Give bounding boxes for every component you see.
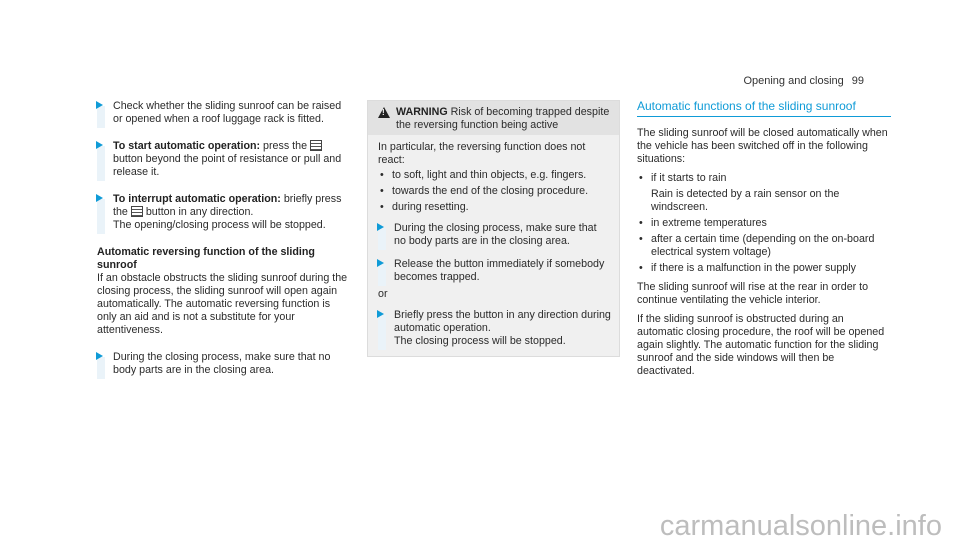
- list-item: • if there is a malfunction in the power supply: [651, 262, 891, 275]
- step-text: [113, 140, 352, 179]
- warning-title: [396, 106, 611, 132]
- list-item: • after a certain time (depending on the on-board electrical system voltage): [651, 233, 891, 259]
- list-item-detail: Rain is detected by a rain sensor on the windscreen.: [651, 188, 840, 213]
- arrow-icon: [96, 352, 103, 360]
- step-bar: [97, 357, 105, 379]
- paragraph: If the sliding sunroof is obstructed during an automatic closing procedure, the roof will be opened again slightly. The automatic function for the sliding sunroof and the side windows will then be deactivated.: [637, 313, 885, 377]
- step-text: Release the button immediately if somebody becomes trapped.: [394, 258, 605, 283]
- step-text-part: briefly press the: [113, 193, 342, 218]
- instruction-step: [378, 309, 611, 348]
- warning-intro: In particular, the reversing function does not react:: [378, 141, 586, 166]
- section-name: Opening and closing: [743, 75, 844, 87]
- step-text: Briefly press the button in any direction during automatic operation.: [394, 309, 611, 334]
- or-text: or: [378, 288, 388, 300]
- step-bar: [378, 228, 386, 250]
- step-bar: [378, 315, 386, 350]
- list-item: [651, 172, 891, 214]
- list-item: • to soft, light and thin objects, e.g. fingers.: [392, 169, 611, 182]
- step-text: Check whether the sliding sunroof can be raised or opened when a roof luggage rack is fitted.: [113, 100, 342, 125]
- step-result: The opening/closing process will be stopped.: [113, 219, 326, 231]
- page-number: 99: [851, 75, 864, 87]
- arrow-icon: [377, 259, 384, 267]
- bullet-list: [637, 172, 891, 275]
- instruction-step: [97, 351, 352, 377]
- instruction-step: [97, 140, 352, 179]
- paragraph: The sliding sunroof will be closed automatically when the vehicle has been switched off in the following situations:: [637, 127, 888, 165]
- arrow-icon: [377, 310, 384, 318]
- warning-label: WARNING: [396, 106, 448, 118]
- warning-title-text: Risk of becoming trapped despite the reversing function being active: [396, 106, 610, 131]
- paragraph: The sliding sunroof will rise at the rear in order to continue ventilating the vehicle interior.: [637, 281, 869, 306]
- subheading: Automatic reversing function of the sliding sunroof: [97, 246, 315, 271]
- warning-header: [368, 101, 619, 135]
- warning-bullet-list: [378, 169, 611, 214]
- arrow-icon: [96, 194, 103, 202]
- list-item: • in extreme temperatures: [651, 217, 891, 230]
- step-text-part: press the: [263, 140, 308, 152]
- step-bold: To start automatic operation:: [113, 140, 261, 152]
- step-bold: To interrupt automatic operation:: [113, 193, 281, 205]
- section-title: Automatic functions of the sliding sunroof: [637, 100, 891, 117]
- step-text: [113, 193, 352, 219]
- column-right: [637, 100, 891, 384]
- step-text-part: button beyond the point of resistance or pull and release it.: [113, 153, 342, 178]
- step-result: The closing process will be stopped.: [394, 335, 566, 347]
- list-item-text: • if it starts to rain: [651, 172, 727, 184]
- arrow-icon: [96, 101, 103, 109]
- step-text-part: button in any direction.: [145, 206, 254, 218]
- page-header: [743, 75, 864, 88]
- list-item: • during resetting.: [392, 201, 611, 214]
- arrow-icon: [377, 223, 384, 231]
- step-bar: [97, 106, 105, 128]
- column-middle: [367, 100, 620, 357]
- sunroof-button-icon: [310, 140, 322, 151]
- instruction-step: [378, 222, 611, 248]
- step-bar: [97, 146, 105, 181]
- warning-box: [367, 100, 620, 357]
- step-text: During the closing process, make sure that no body parts are in the closing area.: [113, 351, 331, 376]
- instruction-step: [378, 258, 611, 284]
- paragraph: If an obstacle obstructs the sliding sunroof during the closing process, the sliding sunroof will open again automatically. The automatic reversing function is only an aid and is not a substitute for your attentiveness.: [97, 272, 348, 336]
- arrow-icon: [96, 141, 103, 149]
- list-item: • towards the end of the closing procedure.: [392, 185, 611, 198]
- column-left: [97, 100, 352, 391]
- watermark: carmanualsonline.info: [659, 510, 942, 542]
- step-text: During the closing process, make sure that no body parts are in the closing area.: [394, 222, 597, 247]
- instruction-step: [97, 100, 352, 126]
- warning-triangle-icon: [378, 107, 390, 118]
- step-bar: [378, 264, 386, 286]
- warning-body: [368, 135, 619, 356]
- step-bar: [97, 199, 105, 234]
- instruction-step: [97, 193, 352, 232]
- sunroof-button-icon: [131, 206, 143, 217]
